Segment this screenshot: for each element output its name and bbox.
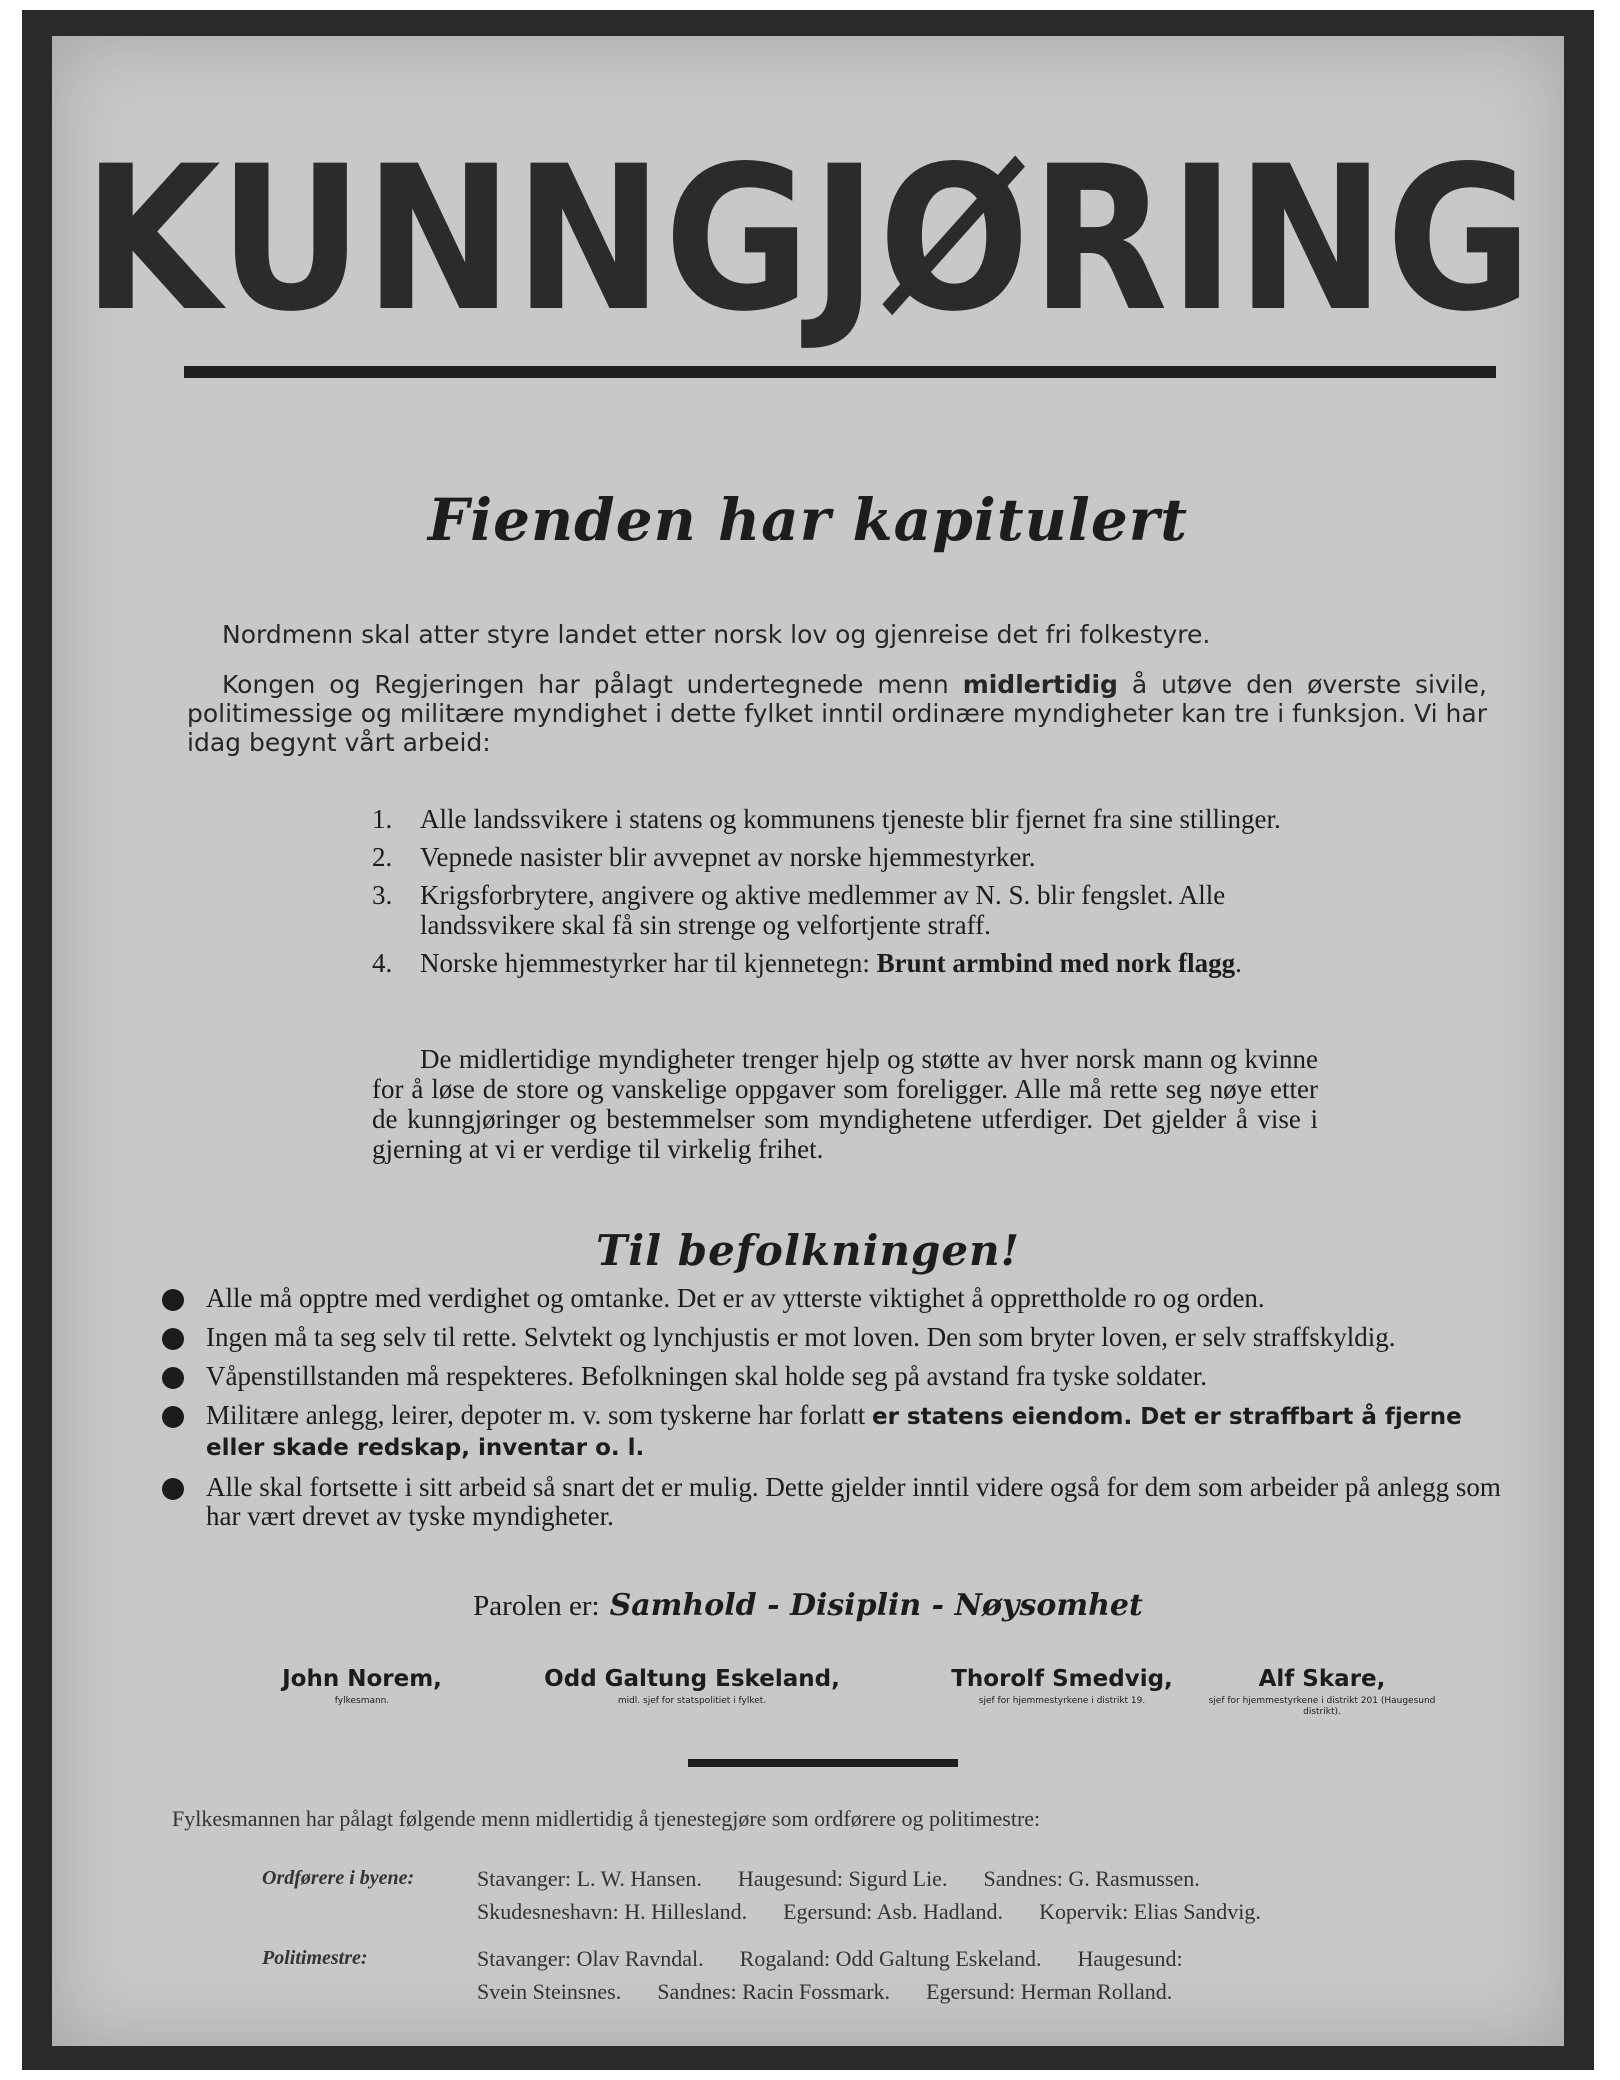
list-number: 2. <box>372 842 393 872</box>
bullet-text: Militære anlegg, leirer, depoter m. v. som tyskerne har forlatt <box>206 1400 872 1430</box>
list-number: 1. <box>372 804 393 834</box>
bullet-text: Våpenstillstanden må respekteres. Befolkningen skal holde seg på avstand fra tyske soldater. <box>206 1361 1207 1391</box>
fylkesmann-line: Fylkesmannen har pålagt følgende menn midlertidig å tjenestegjøre som ordførere og politimestre: <box>172 1806 1041 1831</box>
poster-border <box>22 10 1594 2070</box>
signatory <box>912 1666 1212 1707</box>
list-number: 4. <box>372 948 393 978</box>
parole-line <box>52 1588 1564 1623</box>
signatory-name: John Norem, <box>282 1666 442 1692</box>
politimestre-entry: Rogaland: Odd Galtung Eskeland. <box>739 1946 1042 1971</box>
bullet-text: Alle må opptre med verdighet og omtanke. Det er av ytterste viktighet å opprettholde ro og orden. <box>206 1283 1265 1313</box>
intro-text-a: Kongen og Regjeringen har pålagt undertegnede menn <box>222 670 963 699</box>
list-text: Norske hjemmestyrker har til kjennetegn: <box>420 948 877 978</box>
politimestre-entry: Svein Steinsnes. <box>477 1979 622 2004</box>
list-bold-text: Brunt armbind med nork flagg <box>876 948 1236 978</box>
bullet-text: Alle skal fortsette i sitt arbeid så snart det er mulig. Dette gjelder inntil videre også for dem som arbeider på anlegg som har vært drevet av tyske myndigheter. <box>206 1472 1501 1531</box>
politimestre-entry: Haugesund: <box>1077 1946 1183 1971</box>
headline: KUNNGJØRING <box>82 123 1534 356</box>
headline-rule <box>184 366 1496 378</box>
list-number: 3. <box>372 880 393 910</box>
bullet-list <box>162 1284 1512 1541</box>
list-text: Krigsforbrytere, angivere og aktive medlemmer av N. S. blir fengslet. Alle landssvikere skal få sin strenge og velfortjente straff. <box>420 880 1226 940</box>
bullet-item <box>162 1362 1512 1391</box>
bullet-bold-text: er statens eiendom. Det er straffbart å fjerne eller skade redskap, inventar o. l. <box>206 1404 1462 1461</box>
politimestre-row <box>477 1942 1183 1975</box>
ordforere-entry: Skudesneshavn: H. Hillesland. <box>477 1899 748 1924</box>
signatory <box>252 1666 472 1707</box>
subheadline: Fienden har kapitulert <box>427 486 1189 554</box>
support-paragraph: De midlertidige myndigheter trenger hjelp og støtte av hver norsk mann og kvinne for å løse de store og vanskelige oppgaver som foreligger. Alle må rette seg nøye etter de kunngjøringer og bestemmelser som myndighetene utferdiger. Det gjelder å vise i gjerning at vi er verdige til virkelig frihet. <box>372 1044 1318 1164</box>
ordforere-entry: Egersund: Asb. Hadland. <box>783 1899 1004 1924</box>
intro-bold-word: midlertidig <box>962 670 1118 699</box>
politimestre-entry: Egersund: Herman Rolland. <box>926 1979 1173 2004</box>
list-item <box>372 948 1322 978</box>
ordforere-row <box>477 1862 1200 1895</box>
list-text: Alle landssvikere i statens og kommunens tjeneste blir fjernet fra sine stillinger. <box>420 804 1281 834</box>
politimestre-label: Politimestre: <box>262 1947 368 1969</box>
signatory-title: sjef for hjemmestyrkene i distrikt 201 (Haugesund distrikt). <box>1208 1696 1436 1717</box>
signatory-title: fylkesmann. <box>334 1696 390 1706</box>
ordforere-entry: Haugesund: Sigurd Lie. <box>737 1866 948 1891</box>
ordforere-entry: Sandnes: G. Rasmussen. <box>983 1866 1200 1891</box>
signatory <box>502 1666 882 1707</box>
signatory-title: sjef for hjemmestyrkene i distrikt 19. <box>978 1696 1146 1706</box>
parole-label: Parolen er: <box>473 1590 600 1622</box>
politimestre-row <box>477 1975 1172 2008</box>
bullet-dot-icon <box>162 1367 184 1389</box>
signatory <box>1202 1666 1442 1718</box>
ordforere-label: Ordførere i byene: <box>262 1867 415 1889</box>
signatory-title: midl. sjef for statspolitiet i fylket. <box>617 1696 767 1706</box>
parole-motto: Samhold - Disiplin - Nøysomhet <box>609 1588 1143 1623</box>
ordforere-entry: Kopervik: Elias Sandvig. <box>1039 1899 1261 1924</box>
bullet-item <box>162 1323 1512 1352</box>
list-text: Vepnede nasister blir avvepnet av norske hjemmestyrker. <box>420 842 1036 872</box>
list-tail: . <box>1235 948 1242 978</box>
divider-rule <box>688 1759 958 1767</box>
bullet-dot-icon <box>162 1406 184 1428</box>
bullet-item <box>162 1473 1512 1531</box>
list-item <box>372 842 1322 872</box>
list-item <box>372 804 1322 834</box>
numbered-list <box>372 804 1322 986</box>
list-item <box>372 880 1322 940</box>
bullet-item <box>162 1284 1512 1313</box>
intro-line: Nordmenn skal atter styre landet etter norsk lov og gjenreise det fri folkestyre. <box>222 620 1211 649</box>
bullet-text: Ingen må ta seg selv til rette. Selvtekt og lynchjustis er mot loven. Den som bryter loven, er selv straffskyldig. <box>206 1322 1396 1352</box>
bullet-dot-icon <box>162 1478 184 1500</box>
bullet-item <box>162 1401 1512 1463</box>
ordforere-entry: Stavanger: L. W. Hansen. <box>477 1866 702 1891</box>
ordforere-row <box>477 1895 1261 1928</box>
politimestre-entry: Stavanger: Olav Ravndal. <box>477 1946 704 1971</box>
signatory-name: Odd Galtung Eskeland, <box>544 1666 840 1692</box>
intro-text-b: å utøve den øverste sivile, politimessige og militære myndighet i dette fylket inntil ordinære myndigheter kan tre i funksjon. Vi har idag begynt vårt arbeid: <box>187 670 1487 757</box>
politimestre-entry: Sandnes: Racin Fossmark. <box>657 1979 891 2004</box>
signatory-name: Alf Skare, <box>1258 1666 1386 1692</box>
signatory-name: Thorolf Smedvig, <box>951 1666 1173 1692</box>
bullet-dot-icon <box>162 1328 184 1350</box>
bullet-dot-icon <box>162 1289 184 1311</box>
section-heading: Til befolkningen! <box>595 1226 1021 1275</box>
intro-paragraph <box>187 670 1487 757</box>
poster-sheet <box>52 36 1564 2046</box>
